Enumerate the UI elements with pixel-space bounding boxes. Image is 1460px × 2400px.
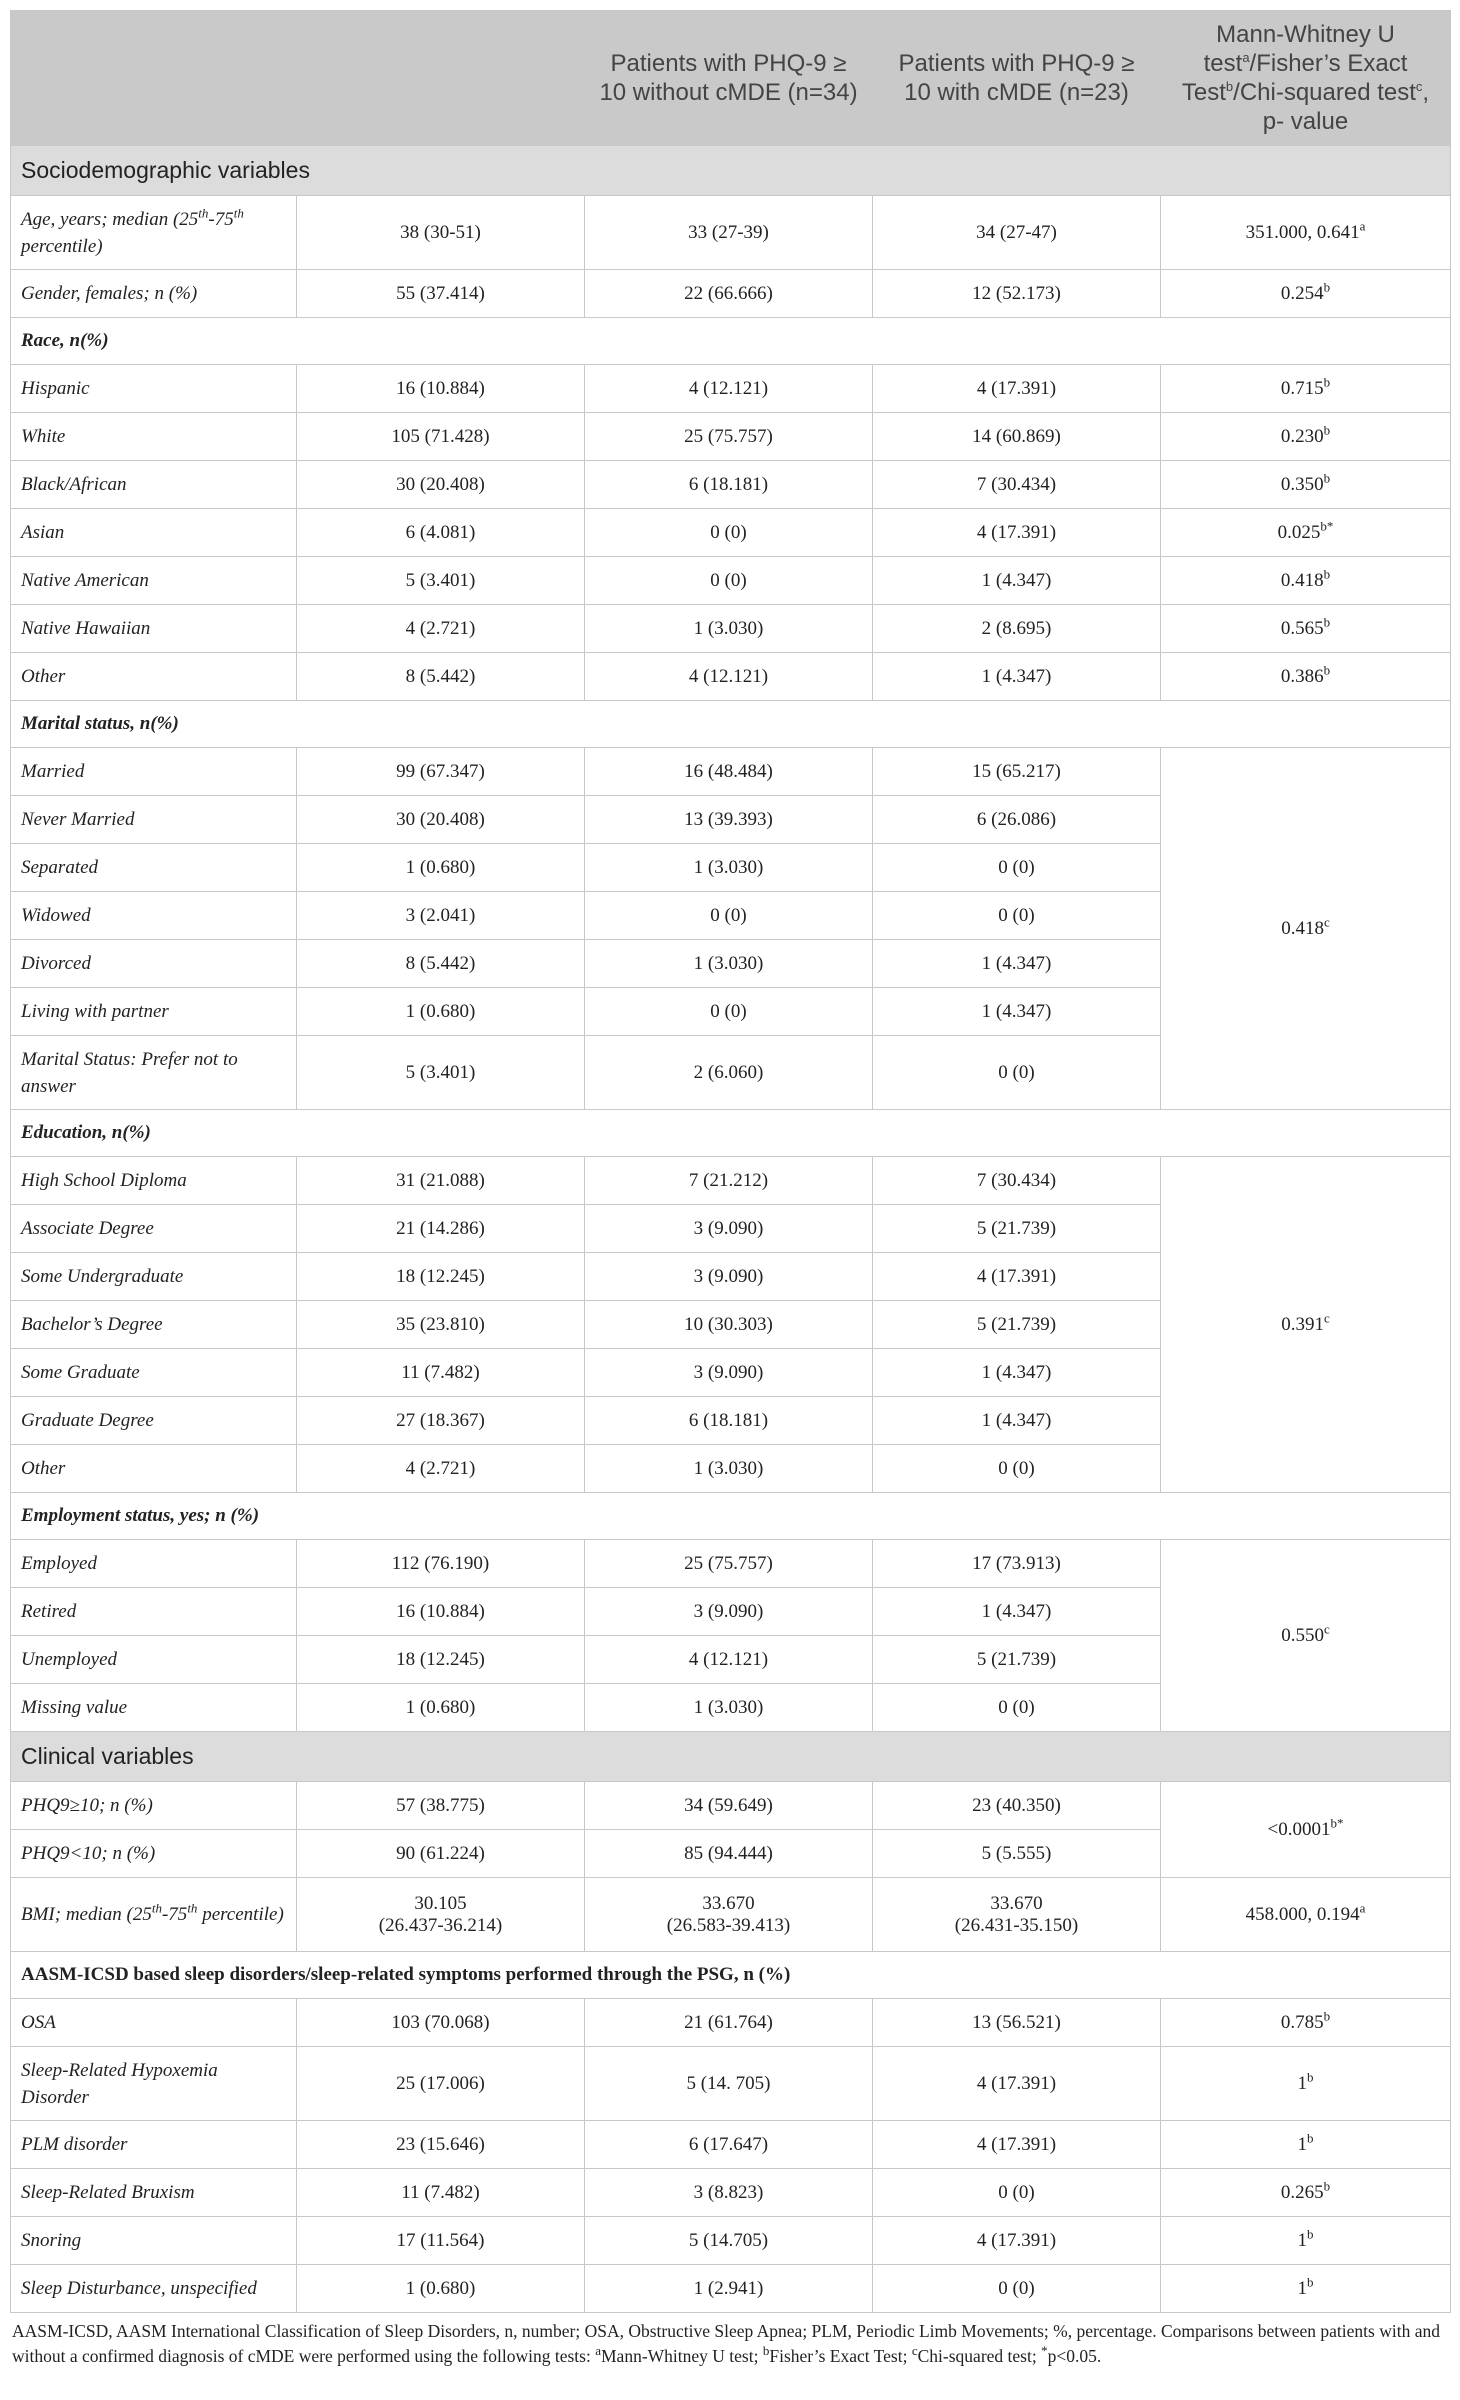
cell-with: 23 (40.350): [873, 1782, 1161, 1830]
cell-with: 0 (0): [873, 1036, 1161, 1110]
cell-without: 1 (3.030): [585, 1445, 873, 1493]
header-col-without-cmde: Patients with PHQ-9 ≥ 10 without cMDE (n=34): [585, 11, 873, 146]
table-row: [11, 1540, 1451, 1588]
row-label: Other: [11, 1445, 297, 1493]
table-row: [11, 605, 1451, 653]
table-row: [11, 1878, 1451, 1952]
cell-without: 1 (2.941): [585, 2265, 873, 2313]
row-label: Widowed: [11, 892, 297, 940]
cell-with: 0 (0): [873, 1445, 1161, 1493]
row-label: Native American: [11, 557, 297, 605]
cell-with: 12 (52.173): [873, 270, 1161, 318]
cell-p-value: 0.418$^b$: [1161, 557, 1451, 605]
cell-without: 25 (75.757): [585, 1540, 873, 1588]
cell-all: 103 (70.068): [297, 1999, 585, 2047]
row-label: PHQ9≥10; n (%): [11, 1782, 297, 1830]
row-label: Sleep Disturbance, unspecified: [11, 2265, 297, 2313]
cell-without: 4 (12.121): [585, 1636, 873, 1684]
cell-without: 13 (39.393): [585, 796, 873, 844]
row-label: Age, years; median (25th-75th percentile): [11, 196, 297, 270]
row-label: White: [11, 413, 297, 461]
header-col-variable: [11, 11, 297, 146]
cell-all: 23 (15.646): [297, 2121, 585, 2169]
row-label: Some Undergraduate: [11, 1253, 297, 1301]
table-footnote: AASM-ICSD, AASM International Classification of Sleep Disorders, n, number; OSA, Obstructive Sleep Apnea; PLM, Periodic Limb Movements; %, percentage. Comparisons between patients with and without a confirmed diagnosis of cMDE were performed using the following tests: $^a$Mann-Whitney U test; $^b$Fisher’s Exact Test; $^c$Chi-squared test; *p<0.05.: [12, 2321, 1440, 2366]
cell-all: 99 (67.347): [297, 748, 585, 796]
cell-without: 0 (0): [585, 557, 873, 605]
cell-without: 6 (18.181): [585, 461, 873, 509]
cell-all: 18 (12.245): [297, 1253, 585, 1301]
cell-all: 90 (61.224): [297, 1830, 585, 1878]
cell-without: 1 (3.030): [585, 940, 873, 988]
cell-without: 0 (0): [585, 509, 873, 557]
cell-with: 0 (0): [873, 844, 1161, 892]
table-row: [11, 1782, 1451, 1830]
cell-p-value: 0.265$^b$: [1161, 2169, 1451, 2217]
table-row: [11, 748, 1451, 796]
row-label: Gender, females; n (%): [11, 270, 297, 318]
cell-p-value: 0.254$^b$: [1161, 270, 1451, 318]
cell-with: 4 (17.391): [873, 509, 1161, 557]
cell-p-value: 0.418$^c$: [1161, 748, 1451, 1110]
cell-all: 6 (4.081): [297, 509, 585, 557]
cell-all: 105 (71.428): [297, 413, 585, 461]
cell-all: 18 (12.245): [297, 1636, 585, 1684]
cell-without: 1 (3.030): [585, 1684, 873, 1732]
cell-with: 1 (4.347): [873, 988, 1161, 1036]
table-row: [11, 509, 1451, 557]
cell-without: 7 (21.212): [585, 1157, 873, 1205]
table-row: [11, 2047, 1451, 2121]
cell-without: 5 (14. 705): [585, 2047, 873, 2121]
row-label: Marital Status: Prefer not to answer: [11, 1036, 297, 1110]
cell-all: 1 (0.680): [297, 988, 585, 1036]
table-container: [10, 10, 1450, 2369]
cell-all: 112 (76.190): [297, 1540, 585, 1588]
header-col-test: Mann-Whitney U test$^a$/Fisher’s Exact Test$^b$/Chi-squared test$^c$, p- value: [1161, 11, 1451, 146]
cell-all: 38 (30-51): [297, 196, 585, 270]
cell-with: 7 (30.434): [873, 1157, 1161, 1205]
cell-with: 5 (5.555): [873, 1830, 1161, 1878]
row-label: Never Married: [11, 796, 297, 844]
cell-without: 3 (9.090): [585, 1205, 873, 1253]
row-label: Divorced: [11, 940, 297, 988]
cell-all: 4 (2.721): [297, 1445, 585, 1493]
row-label: PLM disorder: [11, 2121, 297, 2169]
row-label: OSA: [11, 1999, 297, 2047]
cell-p-value: 351.000, 0.641$^a$: [1161, 196, 1451, 270]
cell-all: 11 (7.482): [297, 1349, 585, 1397]
cell-with: 17 (73.913): [873, 1540, 1161, 1588]
table-row: [11, 1157, 1451, 1205]
row-label: Sleep-Related Bruxism: [11, 2169, 297, 2217]
cell-with: 5 (21.739): [873, 1636, 1161, 1684]
cell-p-value: 1$^b$: [1161, 2265, 1451, 2313]
cell-without: 4 (12.121): [585, 365, 873, 413]
cell-with: 1 (4.347): [873, 1397, 1161, 1445]
cell-p-value: $0.025^{b*}$: [1161, 509, 1451, 557]
cell-without: 5 (14.705): [585, 2217, 873, 2265]
cell-without: 25 (75.757): [585, 413, 873, 461]
row-label: Snoring: [11, 2217, 297, 2265]
cell-without: 1 (3.030): [585, 844, 873, 892]
cell-all: 30 (20.408): [297, 796, 585, 844]
row-label: Retired: [11, 1588, 297, 1636]
cell-with: 6 (26.086): [873, 796, 1161, 844]
cell-with: 0 (0): [873, 2169, 1161, 2217]
cell-with: 5 (21.739): [873, 1301, 1161, 1349]
cell-without: 10 (30.303): [585, 1301, 873, 1349]
table-row: [11, 365, 1451, 413]
cell-all: 11 (7.482): [297, 2169, 585, 2217]
cell-with: 15 (65.217): [873, 748, 1161, 796]
cell-with: 13 (56.521): [873, 1999, 1161, 2047]
cell-without: 21 (61.764): [585, 1999, 873, 2047]
subheader-title: Education, n(%): [11, 1110, 1451, 1157]
cell-with: 14 (60.869): [873, 413, 1161, 461]
cell-with: 1 (4.347): [873, 653, 1161, 701]
cell-without: 33.670 (26.583-39.413): [585, 1878, 873, 1952]
cell-without: 34 (59.649): [585, 1782, 873, 1830]
cell-with: 5 (21.739): [873, 1205, 1161, 1253]
cell-p-value: 1$^b$: [1161, 2121, 1451, 2169]
subheader-title: AASM-ICSD based sleep disorders/sleep-related symptoms performed through the PSG, n (%): [11, 1952, 1451, 1999]
cell-p-value: 458.000, 0.194$^a$: [1161, 1878, 1451, 1952]
row-label: BMI; median (25th-75th percentile): [11, 1878, 297, 1952]
table-row: [11, 196, 1451, 270]
cell-p-value: 0.715$^b$: [1161, 365, 1451, 413]
table-row: [11, 2121, 1451, 2169]
cell-all: 55 (37.414): [297, 270, 585, 318]
row-label: High School Diploma: [11, 1157, 297, 1205]
cell-all: 16 (10.884): [297, 365, 585, 413]
subheader-title: Employment status, yes; n (%): [11, 1493, 1451, 1540]
row-label: Unemployed: [11, 1636, 297, 1684]
cell-without: 0 (0): [585, 892, 873, 940]
table-row: [11, 461, 1451, 509]
table-header-row: [11, 11, 1451, 146]
cell-all: 5 (3.401): [297, 1036, 585, 1110]
row-label: Married: [11, 748, 297, 796]
row-label: Black/African: [11, 461, 297, 509]
cell-p-value: 0.785$^b$: [1161, 1999, 1451, 2047]
row-label: Employed: [11, 1540, 297, 1588]
results-table: [10, 10, 1451, 2313]
row-label: Native Hawaiian: [11, 605, 297, 653]
row-label: Hispanic: [11, 365, 297, 413]
subheader-title: Marital status, n(%): [11, 701, 1451, 748]
cell-without: 2 (6.060): [585, 1036, 873, 1110]
cell-all: 21 (14.286): [297, 1205, 585, 1253]
cell-with: 34 (27-47): [873, 196, 1161, 270]
table-row: [11, 2169, 1451, 2217]
cell-with: 1 (4.347): [873, 557, 1161, 605]
cell-without: 22 (66.666): [585, 270, 873, 318]
cell-without: 33 (27-39): [585, 196, 873, 270]
cell-all: 1 (0.680): [297, 1684, 585, 1732]
row-label: Some Graduate: [11, 1349, 297, 1397]
cell-all: 5 (3.401): [297, 557, 585, 605]
cell-with: 1 (4.347): [873, 940, 1161, 988]
row-label: PHQ9<10; n (%): [11, 1830, 297, 1878]
table-row: [11, 413, 1451, 461]
row-label: Living with partner: [11, 988, 297, 1036]
cell-all: 31 (21.088): [297, 1157, 585, 1205]
cell-without: 3 (8.823): [585, 2169, 873, 2217]
row-label: Separated: [11, 844, 297, 892]
cell-all: 1 (0.680): [297, 2265, 585, 2313]
row-label: Associate Degree: [11, 1205, 297, 1253]
cell-all: 1 (0.680): [297, 844, 585, 892]
cell-with: 7 (30.434): [873, 461, 1161, 509]
row-label: Asian: [11, 509, 297, 557]
cell-all: 27 (18.367): [297, 1397, 585, 1445]
cell-all: 3 (2.041): [297, 892, 585, 940]
table-row: [11, 653, 1451, 701]
cell-without: 3 (9.090): [585, 1349, 873, 1397]
table-row: [11, 2217, 1451, 2265]
cell-with: 33.670 (26.431-35.150): [873, 1878, 1161, 1952]
subheader-title: Race, n(%): [11, 318, 1451, 365]
cell-all: 4 (2.721): [297, 605, 585, 653]
cell-without: 1 (3.030): [585, 605, 873, 653]
cell-p-value: 0.230$^b$: [1161, 413, 1451, 461]
cell-with: 4 (17.391): [873, 1253, 1161, 1301]
cell-all: 25 (17.006): [297, 2047, 585, 2121]
subheader-row: [11, 1952, 1451, 1999]
subheader-row: [11, 701, 1451, 748]
cell-all: 8 (5.442): [297, 653, 585, 701]
cell-all: 30.105 (26.437-36.214): [297, 1878, 585, 1952]
cell-p-value: 0.386$^b$: [1161, 653, 1451, 701]
cell-all: 8 (5.442): [297, 940, 585, 988]
cell-without: 6 (17.647): [585, 2121, 873, 2169]
cell-p-value: 0.565$^b$: [1161, 605, 1451, 653]
cell-with: 1 (4.347): [873, 1349, 1161, 1397]
row-label: Graduate Degree: [11, 1397, 297, 1445]
section-title: Sociodemographic variables: [11, 146, 1451, 196]
subheader-row: [11, 318, 1451, 365]
row-label: Sleep-Related Hypoxemia Disorder: [11, 2047, 297, 2121]
cell-all: 57 (38.775): [297, 1782, 585, 1830]
cell-all: 16 (10.884): [297, 1588, 585, 1636]
cell-with: 4 (17.391): [873, 365, 1161, 413]
subheader-row: [11, 1493, 1451, 1540]
cell-p-value: 1$^b$: [1161, 2217, 1451, 2265]
cell-p-value: 0.550$^c$: [1161, 1540, 1451, 1732]
cell-p-value: $<0.0001^{b*}$: [1161, 1782, 1451, 1878]
cell-with: 1 (4.347): [873, 1588, 1161, 1636]
cell-without: 3 (9.090): [585, 1253, 873, 1301]
cell-all: 17 (11.564): [297, 2217, 585, 2265]
table-row: [11, 270, 1451, 318]
cell-without: 85 (94.444): [585, 1830, 873, 1878]
cell-all: 35 (23.810): [297, 1301, 585, 1349]
cell-without: 16 (48.484): [585, 748, 873, 796]
cell-with: 4 (17.391): [873, 2121, 1161, 2169]
row-label: Bachelor’s Degree: [11, 1301, 297, 1349]
header-col-with-cmde: Patients with PHQ-9 ≥ 10 with cMDE (n=23): [873, 11, 1161, 146]
row-label: Other: [11, 653, 297, 701]
row-label: Missing value: [11, 1684, 297, 1732]
cell-p-value: 0.391$^c$: [1161, 1157, 1451, 1493]
table-row: [11, 2265, 1451, 2313]
section-row: [11, 146, 1451, 196]
section-title: Clinical variables: [11, 1732, 1451, 1782]
cell-with: 4 (17.391): [873, 2047, 1161, 2121]
cell-with: 4 (17.391): [873, 2217, 1161, 2265]
section-row: [11, 1732, 1451, 1782]
table-row: [11, 557, 1451, 605]
cell-without: 4 (12.121): [585, 653, 873, 701]
cell-all: 30 (20.408): [297, 461, 585, 509]
cell-with: 2 (8.695): [873, 605, 1161, 653]
subheader-row: [11, 1110, 1451, 1157]
cell-with: 0 (0): [873, 892, 1161, 940]
cell-without: 6 (18.181): [585, 1397, 873, 1445]
cell-with: 0 (0): [873, 2265, 1161, 2313]
cell-p-value: 0.350$^b$: [1161, 461, 1451, 509]
cell-with: 0 (0): [873, 1684, 1161, 1732]
cell-without: 0 (0): [585, 988, 873, 1036]
cell-without: 3 (9.090): [585, 1588, 873, 1636]
table-row: [11, 1999, 1451, 2047]
cell-p-value: 1$^b$: [1161, 2047, 1451, 2121]
header-col-all: [297, 11, 585, 146]
